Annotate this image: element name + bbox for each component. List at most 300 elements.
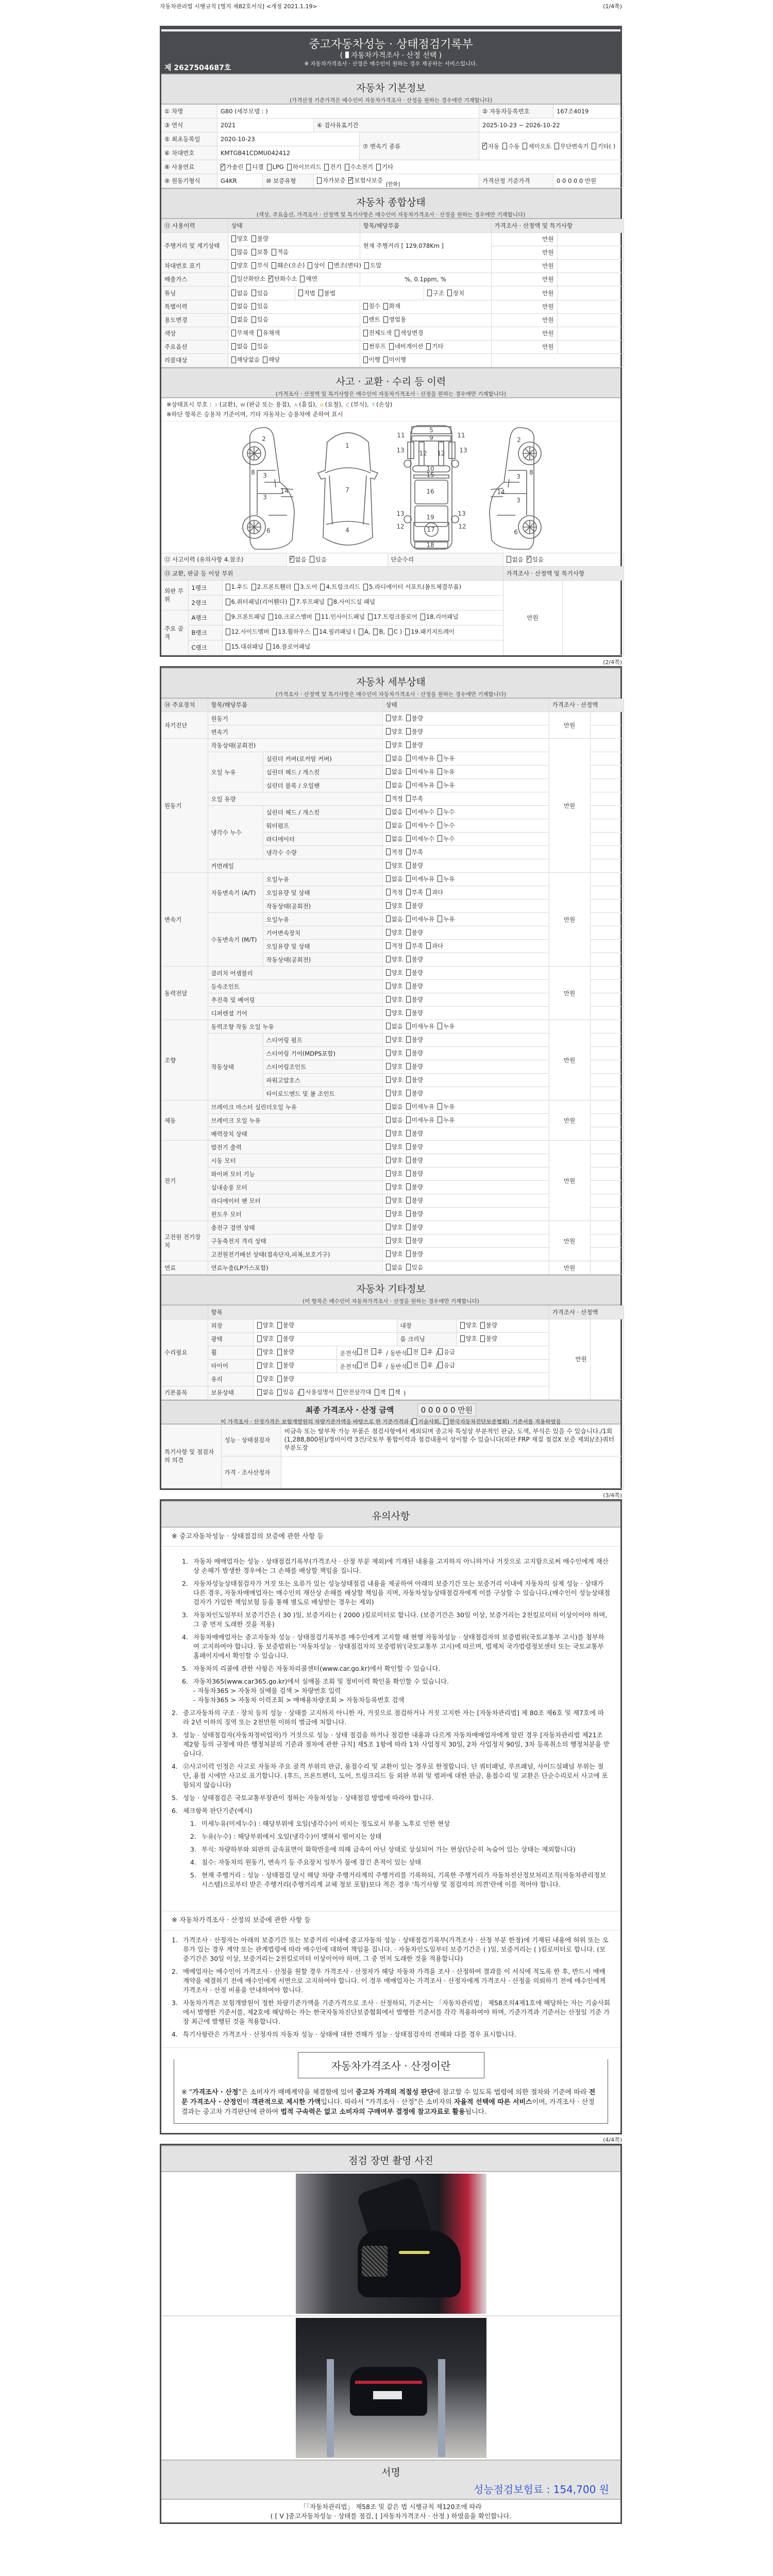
checkbox[interactable] <box>438 1022 455 1030</box>
checkbox[interactable] <box>406 1049 423 1057</box>
checkbox[interactable] <box>257 1361 274 1369</box>
checkbox[interactable] <box>406 928 423 937</box>
checkbox[interactable] <box>406 995 423 1004</box>
final-price-value[interactable]: 0 0 0 0 0 만원 <box>417 1403 477 1416</box>
checkbox[interactable] <box>372 1348 383 1356</box>
checkbox-box[interactable] <box>364 262 369 269</box>
checkbox-box[interactable] <box>386 822 391 828</box>
checkbox-box[interactable] <box>386 1090 391 1096</box>
checkbox-box[interactable] <box>226 643 230 650</box>
checkbox[interactable] <box>386 1143 403 1151</box>
part-checkbox[interactable] <box>226 627 270 637</box>
checkbox-box[interactable] <box>407 1362 412 1368</box>
checkbox[interactable] <box>231 289 248 297</box>
checkbox[interactable] <box>386 848 403 856</box>
checkbox-box[interactable] <box>372 1362 376 1368</box>
checkbox[interactable] <box>406 821 434 829</box>
checkbox-box[interactable] <box>251 343 256 350</box>
checkbox-box[interactable] <box>426 889 431 895</box>
checkbox-box[interactable] <box>226 584 230 590</box>
checkbox[interactable] <box>438 1348 455 1356</box>
checkbox[interactable] <box>406 1076 423 1084</box>
checkbox-box[interactable] <box>386 835 391 842</box>
checkbox[interactable] <box>422 1361 433 1369</box>
checkbox[interactable] <box>272 261 305 269</box>
checkbox-box[interactable] <box>426 942 431 949</box>
checkbox-box[interactable] <box>277 1362 282 1369</box>
checkbox-box[interactable] <box>406 768 411 775</box>
checkbox-box[interactable] <box>226 614 230 620</box>
checkbox-box[interactable] <box>386 1210 391 1217</box>
checkbox[interactable] <box>386 969 403 977</box>
checkbox-box[interactable] <box>246 164 251 171</box>
checkbox-box[interactable] <box>363 343 368 350</box>
checkbox[interactable] <box>438 835 455 843</box>
checkbox-box[interactable] <box>251 584 256 590</box>
checkbox[interactable] <box>328 261 361 269</box>
checkbox[interactable] <box>386 741 403 749</box>
checkbox-box[interactable] <box>231 357 236 363</box>
checkbox-box[interactable] <box>231 343 236 350</box>
checkbox[interactable] <box>406 902 423 910</box>
checkbox-box[interactable] <box>251 316 256 323</box>
checkbox[interactable] <box>290 555 307 564</box>
checkbox[interactable] <box>231 329 254 337</box>
checkbox[interactable] <box>231 248 248 256</box>
checkbox-box[interactable] <box>320 584 325 590</box>
checkbox[interactable] <box>246 163 263 171</box>
checkbox[interactable] <box>406 835 434 843</box>
checkbox[interactable] <box>386 835 403 843</box>
checkbox-box[interactable] <box>298 290 303 296</box>
checkbox-box[interactable] <box>386 808 391 815</box>
checkbox[interactable] <box>257 1375 274 1383</box>
checkbox-box[interactable] <box>277 1389 282 1396</box>
checkbox-box[interactable] <box>251 303 256 310</box>
checkbox[interactable] <box>406 1210 423 1218</box>
checkbox-box[interactable] <box>386 1224 391 1230</box>
checkbox-box[interactable] <box>386 902 391 909</box>
checkbox[interactable] <box>406 714 423 722</box>
checkbox[interactable] <box>406 794 423 803</box>
part-checkbox[interactable] <box>405 627 455 637</box>
checkbox[interactable] <box>480 1334 497 1343</box>
checkbox[interactable] <box>406 1156 423 1164</box>
checkbox-box[interactable] <box>386 875 391 882</box>
checkbox[interactable] <box>438 768 455 776</box>
checkbox-box[interactable] <box>447 290 452 296</box>
checkbox-box[interactable] <box>294 584 299 590</box>
checkbox[interactable] <box>308 261 325 269</box>
checkbox-box[interactable] <box>406 1170 411 1177</box>
checkbox[interactable] <box>277 1361 294 1369</box>
checkbox-box[interactable] <box>438 782 442 788</box>
checkbox[interactable] <box>406 942 423 950</box>
checkbox-box[interactable] <box>406 1063 411 1070</box>
checkbox-box[interactable] <box>318 290 323 296</box>
checkbox[interactable] <box>444 1418 509 1426</box>
checkbox-box[interactable] <box>406 916 411 922</box>
checkbox-box[interactable] <box>406 728 411 735</box>
checkbox-box[interactable] <box>317 177 322 184</box>
checkbox[interactable] <box>324 163 341 171</box>
checkbox[interactable] <box>438 821 455 829</box>
checkbox[interactable] <box>267 163 284 171</box>
checkbox-box[interactable] <box>386 1103 391 1110</box>
checkbox-box[interactable] <box>268 276 273 282</box>
checkbox[interactable] <box>300 275 317 283</box>
checkbox-box[interactable] <box>386 741 391 748</box>
checkbox[interactable] <box>407 1361 418 1369</box>
checkbox[interactable] <box>406 768 434 776</box>
checkbox[interactable] <box>386 1196 403 1205</box>
checkbox[interactable] <box>406 969 423 977</box>
checkbox[interactable] <box>406 1009 423 1017</box>
checkbox-box[interactable] <box>386 849 391 855</box>
checkbox-box[interactable] <box>438 916 442 922</box>
checkbox[interactable] <box>363 342 386 350</box>
checkbox-box[interactable] <box>386 916 391 922</box>
checkbox[interactable] <box>317 176 345 184</box>
checkbox[interactable] <box>406 1263 423 1272</box>
checkbox-box[interactable] <box>345 164 349 171</box>
checkbox[interactable] <box>406 781 434 789</box>
checkbox-box[interactable] <box>438 1348 443 1355</box>
checkbox-box[interactable] <box>386 862 391 869</box>
checkbox[interactable] <box>386 1210 403 1218</box>
checkbox-box[interactable] <box>406 1250 411 1257</box>
checkbox-box[interactable] <box>406 956 411 962</box>
checkbox[interactable] <box>372 1361 383 1369</box>
checkbox[interactable] <box>357 1361 368 1369</box>
checkbox-box[interactable] <box>383 357 388 363</box>
checkbox-box[interactable] <box>386 929 391 936</box>
checkbox[interactable] <box>363 315 380 324</box>
checkbox-box[interactable] <box>231 330 236 336</box>
checkbox[interactable] <box>251 302 268 310</box>
checkbox[interactable] <box>277 1375 294 1383</box>
checkbox[interactable] <box>438 1361 455 1369</box>
part-checkbox[interactable] <box>421 612 459 622</box>
checkbox-box[interactable] <box>359 629 363 635</box>
checkbox-box[interactable] <box>406 1197 411 1204</box>
checkbox-box[interactable] <box>277 1322 282 1329</box>
part-checkbox[interactable] <box>226 612 266 622</box>
checkbox-box[interactable] <box>221 164 225 171</box>
checkbox[interactable] <box>406 848 423 856</box>
checkbox-box[interactable] <box>406 1049 411 1056</box>
checkbox[interactable] <box>359 627 371 637</box>
checkbox[interactable] <box>389 342 424 350</box>
checkbox-box[interactable] <box>406 1023 411 1029</box>
checkbox[interactable] <box>251 234 268 243</box>
checkbox-box[interactable] <box>290 599 295 605</box>
checkbox[interactable] <box>386 995 403 1004</box>
checkbox-box[interactable] <box>438 875 442 882</box>
checkbox-box[interactable] <box>266 643 271 650</box>
checkbox[interactable] <box>395 329 423 337</box>
checkbox-box[interactable] <box>427 290 432 296</box>
checkbox[interactable] <box>386 1076 403 1084</box>
checkbox[interactable] <box>426 342 443 350</box>
checkbox-box[interactable] <box>406 875 411 882</box>
checkbox[interactable] <box>406 1143 423 1151</box>
checkbox-box[interactable] <box>421 614 425 620</box>
checkbox-box[interactable] <box>386 755 391 761</box>
checkbox-box[interactable] <box>272 249 276 256</box>
part-checkbox[interactable] <box>266 642 310 652</box>
checkbox-box[interactable] <box>257 1362 262 1369</box>
checkbox-box[interactable] <box>257 1335 262 1342</box>
checkbox-box[interactable] <box>438 755 442 761</box>
checkbox-box[interactable] <box>523 143 527 149</box>
checkbox[interactable] <box>386 781 403 789</box>
checkbox[interactable] <box>357 1348 368 1356</box>
checkbox-box[interactable] <box>386 1023 391 1029</box>
checkbox-box[interactable] <box>460 1322 465 1329</box>
checkbox[interactable] <box>386 1263 403 1272</box>
checkbox[interactable] <box>386 1156 403 1164</box>
checkbox-box[interactable] <box>438 768 442 775</box>
checkbox[interactable] <box>251 342 268 350</box>
checkbox[interactable] <box>527 555 544 564</box>
checkbox[interactable] <box>386 794 403 803</box>
checkbox[interactable] <box>257 329 280 337</box>
checkbox-box[interactable] <box>300 276 305 282</box>
checkbox[interactable] <box>438 915 455 923</box>
checkbox-box[interactable] <box>268 614 273 620</box>
checkbox-box[interactable] <box>507 556 511 563</box>
checkbox[interactable] <box>406 955 423 963</box>
checkbox[interactable] <box>386 1250 403 1258</box>
part-checkbox[interactable] <box>328 597 375 607</box>
part-checkbox[interactable] <box>226 582 248 592</box>
checkbox-box[interactable] <box>406 782 411 788</box>
checkbox-box[interactable] <box>386 1170 391 1177</box>
checkbox-box[interactable] <box>502 143 507 149</box>
checkbox-box[interactable] <box>251 249 256 256</box>
checkbox[interactable] <box>406 982 423 990</box>
checkbox[interactable] <box>426 942 443 950</box>
checkbox[interactable] <box>345 163 373 171</box>
checkbox[interactable] <box>406 1089 423 1097</box>
checkbox[interactable] <box>221 163 243 171</box>
checkbox-box[interactable] <box>386 1183 391 1190</box>
checkbox[interactable] <box>386 727 403 736</box>
checkbox-box[interactable] <box>226 629 230 635</box>
checkbox-box[interactable] <box>277 1376 282 1382</box>
checkbox[interactable] <box>277 1321 294 1329</box>
part-checkbox[interactable] <box>363 582 461 592</box>
checkbox-box[interactable] <box>386 889 391 895</box>
checkbox-box[interactable] <box>482 143 487 149</box>
checkbox[interactable] <box>426 888 443 896</box>
checkbox[interactable] <box>438 1103 455 1111</box>
checkbox-box[interactable] <box>372 1348 376 1355</box>
checkbox[interactable] <box>277 1388 294 1396</box>
checkbox[interactable] <box>373 627 385 637</box>
checkbox[interactable] <box>386 1236 403 1245</box>
checkbox-box[interactable] <box>375 1389 379 1396</box>
checkbox-box[interactable] <box>406 1183 411 1190</box>
checkbox[interactable] <box>386 1022 403 1030</box>
checkbox-box[interactable] <box>348 177 353 184</box>
checkbox-box[interactable] <box>395 330 399 336</box>
checkbox[interactable] <box>460 1334 477 1343</box>
checkbox[interactable] <box>482 142 499 150</box>
checkbox[interactable] <box>407 1348 418 1356</box>
checkbox-box[interactable] <box>257 1389 262 1396</box>
checkbox-box[interactable] <box>368 614 373 620</box>
checkbox-box[interactable] <box>299 1389 304 1396</box>
part-checkbox[interactable] <box>251 582 292 592</box>
checkbox[interactable] <box>406 915 434 923</box>
checkbox-box[interactable] <box>444 1418 448 1425</box>
checkbox[interactable] <box>523 142 551 150</box>
checkbox[interactable] <box>383 302 400 310</box>
checkbox-box[interactable] <box>406 755 411 761</box>
checkbox[interactable] <box>406 1170 423 1178</box>
checkbox[interactable] <box>231 275 266 283</box>
checkbox-box[interactable] <box>373 629 378 635</box>
checkbox-box[interactable] <box>386 942 391 949</box>
checkbox-box[interactable] <box>231 276 236 282</box>
checkbox[interactable] <box>386 768 403 776</box>
checkbox[interactable] <box>386 915 403 923</box>
checkbox[interactable] <box>386 1036 403 1044</box>
checkbox-box[interactable] <box>263 357 267 363</box>
checkbox-box[interactable] <box>257 1376 262 1382</box>
checkbox-box[interactable] <box>386 1197 391 1204</box>
checkbox-box[interactable] <box>406 1090 411 1096</box>
checkbox[interactable] <box>406 861 423 870</box>
checkbox-box[interactable] <box>406 1157 411 1163</box>
checkbox[interactable] <box>406 1129 423 1138</box>
checkbox[interactable] <box>364 261 381 269</box>
checkbox[interactable] <box>386 1062 403 1071</box>
checkbox-box[interactable] <box>406 982 411 989</box>
checkbox[interactable] <box>310 555 327 564</box>
checkbox[interactable] <box>460 1321 477 1329</box>
checkbox-box[interactable] <box>389 1389 394 1396</box>
checkbox-box[interactable] <box>386 1157 391 1163</box>
checkbox-box[interactable] <box>389 343 394 350</box>
checkbox-box[interactable] <box>386 1076 391 1083</box>
checkbox[interactable] <box>388 627 402 637</box>
checkbox[interactable] <box>386 955 403 963</box>
checkbox-box[interactable] <box>363 330 368 336</box>
checkbox-box[interactable] <box>231 235 236 242</box>
checkbox[interactable] <box>438 1116 455 1124</box>
checkbox-box[interactable] <box>386 996 391 1003</box>
checkbox-box[interactable] <box>386 956 391 962</box>
checkbox-box[interactable] <box>315 614 320 620</box>
checkbox[interactable] <box>406 888 423 896</box>
checkbox-box[interactable] <box>313 629 318 635</box>
checkbox-box[interactable] <box>251 262 256 269</box>
checkbox-box[interactable] <box>383 316 388 323</box>
checkbox-box[interactable] <box>267 164 272 171</box>
checkbox-box[interactable] <box>231 303 236 310</box>
checkbox-box[interactable] <box>257 330 262 336</box>
checkbox[interactable] <box>386 875 403 883</box>
part-checkbox[interactable] <box>368 612 417 622</box>
part-checkbox[interactable] <box>290 597 324 607</box>
checkbox[interactable] <box>406 1116 434 1124</box>
checkbox[interactable] <box>438 875 455 883</box>
checkbox-box[interactable] <box>231 290 236 296</box>
checkbox-box[interactable] <box>231 249 236 256</box>
checkbox-box[interactable] <box>438 1023 442 1029</box>
checkbox-box[interactable] <box>277 1349 282 1355</box>
part-checkbox[interactable] <box>294 582 317 592</box>
checkbox-box[interactable] <box>406 822 411 828</box>
checkbox[interactable] <box>386 1089 403 1097</box>
checkbox[interactable] <box>257 1348 274 1356</box>
selection-checkbox[interactable] <box>345 52 349 58</box>
checkbox-box[interactable] <box>406 902 411 909</box>
checkbox[interactable] <box>251 315 268 324</box>
checkbox-box[interactable] <box>386 969 391 976</box>
checkbox[interactable] <box>406 741 423 749</box>
checkbox-box[interactable] <box>386 1009 391 1016</box>
checkbox[interactable] <box>363 329 392 337</box>
checkbox-box[interactable] <box>386 1036 391 1043</box>
part-checkbox[interactable] <box>226 642 264 652</box>
checkbox-box[interactable] <box>406 889 411 895</box>
checkbox[interactable] <box>257 1388 274 1396</box>
checkbox-box[interactable] <box>422 1362 426 1368</box>
checkbox[interactable] <box>592 142 615 150</box>
checkbox[interactable] <box>277 1348 294 1356</box>
checkbox-box[interactable] <box>337 1389 342 1396</box>
checkbox-box[interactable] <box>527 556 531 563</box>
checkbox[interactable] <box>257 1334 274 1343</box>
checkbox[interactable] <box>287 163 322 171</box>
checkbox-box[interactable] <box>406 1143 411 1150</box>
checkbox[interactable] <box>386 888 403 896</box>
checkbox[interactable] <box>406 1022 434 1030</box>
checkbox[interactable] <box>251 261 268 269</box>
checkbox[interactable] <box>438 754 455 762</box>
checkbox[interactable] <box>298 289 315 297</box>
checkbox-box[interactable] <box>406 1264 411 1270</box>
checkbox-box[interactable] <box>376 164 381 171</box>
checkbox-box[interactable] <box>386 782 391 788</box>
checkbox-box[interactable] <box>386 1049 391 1056</box>
checkbox-box[interactable] <box>406 849 411 855</box>
checkbox[interactable] <box>363 302 380 310</box>
checkbox-box[interactable] <box>480 1322 485 1329</box>
checkbox-box[interactable] <box>438 808 442 815</box>
checkbox[interactable] <box>502 142 519 150</box>
checkbox[interactable] <box>257 1321 274 1329</box>
checkbox-box[interactable] <box>310 556 314 563</box>
checkbox-box[interactable] <box>406 1076 411 1083</box>
checkbox-box[interactable] <box>386 728 391 735</box>
checkbox-box[interactable] <box>328 262 333 269</box>
checkbox-box[interactable] <box>386 1250 391 1257</box>
checkbox[interactable] <box>406 1196 423 1205</box>
checkbox[interactable] <box>406 1223 423 1231</box>
checkbox[interactable] <box>554 142 589 150</box>
checkbox[interactable] <box>386 714 403 722</box>
checkbox-box[interactable] <box>438 822 442 828</box>
part-checkbox[interactable] <box>268 612 312 622</box>
checkbox[interactable] <box>406 1103 434 1111</box>
checkbox-box[interactable] <box>460 1335 465 1342</box>
checkbox[interactable] <box>348 176 383 184</box>
